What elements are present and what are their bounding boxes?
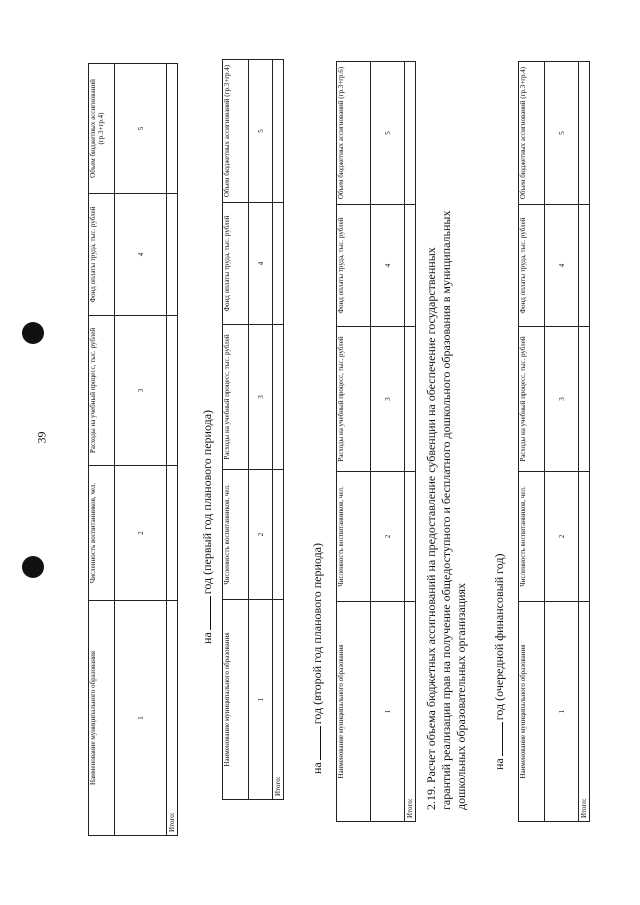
caption-second-year: нагод (второй год планового периода) xyxy=(310,542,324,774)
column-number: 1 xyxy=(249,600,273,800)
column-number: 1 xyxy=(115,601,167,836)
column-number: 2 xyxy=(249,470,273,600)
col-header-pupils: Численность воспитанников, чел. xyxy=(519,472,545,602)
total-label: Итого: xyxy=(167,601,178,836)
column-number: 4 xyxy=(115,194,167,316)
col-header-municipality: Наименование муниципального образования xyxy=(337,602,371,822)
col-header-pupils: Численность воспитанников, чел. xyxy=(89,466,115,601)
column-number: 2 xyxy=(115,466,167,601)
punch-hole xyxy=(22,556,44,578)
total-label: Итого: xyxy=(579,602,590,822)
allocation-table-3 xyxy=(336,61,416,822)
col-header-education-costs: Расходы на учебный процесс, тыс. рублей xyxy=(337,327,371,472)
caption-first-year: нагод (первый год планового периода) xyxy=(200,409,214,644)
column-number: 1 xyxy=(545,602,579,822)
column-number: 5 xyxy=(115,64,167,194)
allocation-table-1 xyxy=(88,63,178,836)
allocation-table-4 xyxy=(518,61,590,822)
column-number: 1 xyxy=(371,602,405,822)
table-3-container xyxy=(336,61,416,822)
caption-next-year: нагод (очередной финансовый год) xyxy=(492,553,506,770)
col-header-municipality: Наименование муниципального образования xyxy=(519,602,545,822)
table-2-container xyxy=(222,59,284,800)
col-header-municipality: Наименование муниципального образования xyxy=(89,601,115,836)
col-header-payroll: Фонд оплаты труда, тыс. рублей xyxy=(223,203,249,325)
column-number: 5 xyxy=(371,62,405,205)
table-4-container xyxy=(518,61,590,822)
table-1-container xyxy=(88,63,178,836)
col-header-education-costs: Расходы на учебный процесс, тыс. рублей xyxy=(519,327,545,472)
column-number: 3 xyxy=(249,325,273,470)
col-header-allocation: Объем бюджетных ассигнований (гр.3+гр.6) xyxy=(337,62,371,205)
col-header-education-costs: Расходы на учебный процесс, тыс. рублей xyxy=(89,316,115,466)
column-number: 4 xyxy=(249,203,273,325)
column-number: 3 xyxy=(115,316,167,466)
column-number: 3 xyxy=(545,327,579,472)
column-number: 4 xyxy=(545,205,579,327)
col-header-allocation: Объем бюджетных ассигнований (гр.3+гр.4) xyxy=(519,62,545,205)
page-number: 39 xyxy=(34,431,49,444)
column-number: 5 xyxy=(249,60,273,203)
col-header-allocation: Объем бюджетных ассигнований (гр.3+гр.4) xyxy=(223,60,249,203)
col-header-payroll: Фонд оплаты труда, тыс. рублей xyxy=(519,205,545,327)
column-number: 2 xyxy=(545,472,579,602)
column-number: 5 xyxy=(545,62,579,205)
section-heading: 2.19. Расчет объема бюджетных ассигнований на предоставление субвенции на обеспечение государственных гарантий реализации прав на получение общедоступного и бесплатного дошкольного образования в муниципальных дошкольных образовательных организациях xyxy=(424,210,468,810)
col-header-allocation: Объем бюджетных ассигнований (гр.3+гр.4) xyxy=(89,64,115,194)
col-header-pupils: Численность воспитанников, чел. xyxy=(337,472,371,602)
column-number: 4 xyxy=(371,205,405,327)
col-header-payroll: Фонд оплаты труда, тыс. рублей xyxy=(337,205,371,327)
allocation-table-2 xyxy=(222,59,284,800)
total-label: Итого: xyxy=(405,602,416,822)
col-header-municipality: Наименование муниципального образования xyxy=(223,600,249,800)
col-header-education-costs: Расходы на учебный процесс, тыс. рублей xyxy=(223,325,249,470)
punch-hole xyxy=(22,322,44,344)
col-header-payroll: Фонд оплаты труда, тыс. рублей xyxy=(89,194,115,316)
total-label: Итого: xyxy=(273,600,284,800)
column-number: 3 xyxy=(371,327,405,472)
col-header-pupils: Численность воспитанников, чел. xyxy=(223,470,249,600)
column-number: 2 xyxy=(371,472,405,602)
